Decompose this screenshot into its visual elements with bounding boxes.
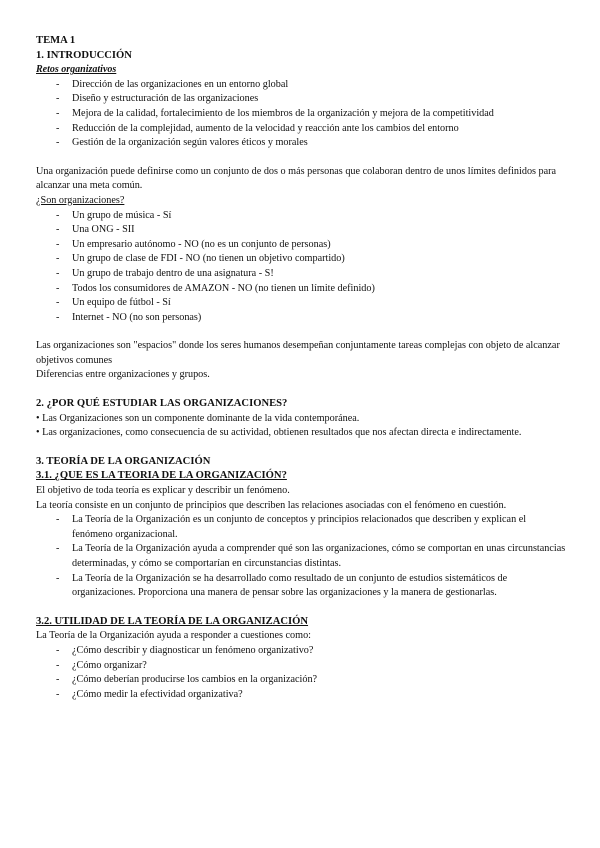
document-page <box>36 34 566 702</box>
list-item: - La Teoría de la Organización es un conjunto de conceptos y principios relacionados que describen y explican el fenómeno organizacional. <box>36 513 566 542</box>
teoria-paragraph: La teoría consiste en un conjunto de principios que describen las relaciones asociadas con el fenómeno en cuestión. <box>36 499 507 511</box>
list-item: - Mejora de la calidad, fortalecimiento de los miembros de la organización y mejora de la competitividad <box>36 107 566 122</box>
section-1-title: 1. INTRODUCCIÓN <box>36 49 132 61</box>
list-item: - La Teoría de la Organización se ha desarrollado como resultado de un conjunto de estudios sistemáticos de organizaciones. Proporciona una manera de pensar sobre las organizaciones y la manera de gestionarlas. <box>36 572 566 601</box>
list-item: - ¿Cómo describir y diagnosticar un fenómeno organizativo? <box>36 644 566 659</box>
list-item: - La Teoría de la Organización ayuda a comprender qué son las organizaciones, cómo se comportan en unas circunstancias determinadas, y cómo se comportarían en circunstancias distintas. <box>36 542 566 571</box>
list-item: - Un empresario autónomo - NO (no es un conjunto de personas) <box>36 238 566 253</box>
tema-heading: TEMA 1 <box>36 35 76 46</box>
retos-list <box>36 78 566 151</box>
list-item: - Todos los consumidores de AMAZON - NO (no tienen un límite definido) <box>36 282 566 297</box>
list-item: - Un grupo de clase de FDI - NO (no tienen un objetivo compartido) <box>36 252 566 267</box>
section-2-title: 2. ¿POR QUÉ ESTUDIAR LAS ORGANIZACIONES? <box>36 398 288 410</box>
list-item: - Internet - NO (no son personas) <box>36 311 566 326</box>
list-item: - Una ONG - SII <box>36 223 566 238</box>
list-item: - Un equipo de fútbol - Sí <box>36 296 566 311</box>
section-2-bullet: • Las organizaciones, como consecuencia de su actividad, obtienen resultados que nos afectan directa e indirectamente. <box>36 427 522 439</box>
objetivo-paragraph: El objetivo de toda teoría es explicar y describir un fenómeno. <box>36 485 290 497</box>
son-organizaciones-question: ¿Son organizaciones? <box>36 194 125 206</box>
list-item: - ¿Cómo medir la efectividad organizativa? <box>36 688 566 703</box>
list-item: - Gestión de la organización según valores éticos y morales <box>36 136 566 151</box>
list-item: - ¿Cómo organizar? <box>36 659 566 674</box>
list-item: - ¿Cómo deberían producirse los cambios en la organización? <box>36 673 566 688</box>
ejemplos-list <box>36 209 566 326</box>
section-3-2-title: 3.2. UTILIDAD DE LA TEORÍA DE LA ORGANIZACIÓN <box>36 615 309 627</box>
list-item: - Reducción de la complejidad, aumento de la velocidad y reacción ante los cambios del entorno <box>36 122 566 137</box>
section-3-1-title: 3.1. ¿QUE ES LA TEORIA DE LA ORGANIZACIÓN? <box>36 470 287 482</box>
list-item: - Un grupo de trabajo dentro de una asignatura - S! <box>36 267 566 282</box>
section-2-bullet: • Las Organizaciones son un componente dominante de la vida contemporánea. <box>36 412 360 424</box>
list-item: - Dirección de las organizaciones en un entorno global <box>36 78 566 93</box>
section-3-title: 3. TEORÍA DE LA ORGANIZACIÓN <box>36 455 211 467</box>
retos-subtitle: Retos organizativos <box>36 64 117 76</box>
list-item: - Diseño y estructuración de las organizaciones <box>36 92 566 107</box>
list-item: - Un grupo de música - Sí <box>36 209 566 224</box>
espacios-paragraph: Las organizaciones son "espacios" donde los seres humanos desempeñan conjuntamente tareas complejas con objeto de alcanzar objetivos comunes <box>36 340 560 366</box>
diferencias-paragraph: Diferencias entre organizaciones y grupos. <box>36 369 210 381</box>
teoria-list <box>36 513 566 601</box>
definicion-paragraph: Una organización puede definirse como un conjunto de dos o más personas que colaboran dentro de unos límites definidos para alcanzar una meta común. <box>36 165 557 192</box>
ayuda-paragraph: La Teoría de la Organización ayuda a responder a cuestiones como: <box>36 630 311 642</box>
cuestiones-list <box>36 644 566 702</box>
